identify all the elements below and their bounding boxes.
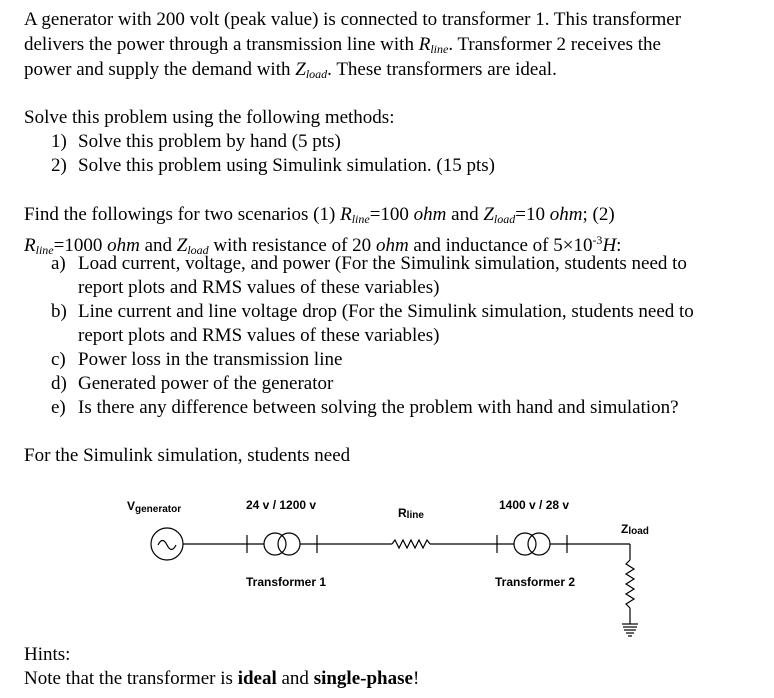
item-a-text-1: Load current, voltage, and power (For the Simulink simulation, students need to xyxy=(78,253,687,274)
rline-symbol: R xyxy=(418,34,431,55)
simulink-line: For the Simulink simulation, students need xyxy=(24,445,351,466)
hints-bold-ideal: ideal xyxy=(237,668,277,689)
find-rline-sub: line xyxy=(351,212,370,226)
hints-heading: Hints: xyxy=(24,644,71,665)
transformer-2-icon xyxy=(497,533,567,555)
zload-resistor-icon xyxy=(626,560,634,608)
item-a-num: a) xyxy=(51,253,66,274)
find-line-1 xyxy=(24,203,615,231)
find-line-2d: and inductance of 5×10 xyxy=(408,235,593,256)
find2-rline-sub: line xyxy=(35,243,54,257)
t2-ratio: 1400 v / 28 v xyxy=(499,498,570,512)
find-line-1a: Find the followings for two scenarios (1) xyxy=(24,204,341,225)
find-line-2a: =1000 xyxy=(53,235,108,256)
rline-subscript: line xyxy=(430,42,449,56)
zload-label: Zload xyxy=(621,522,649,537)
find-exponent: -3 xyxy=(592,233,603,247)
zload-subscript: load xyxy=(305,67,328,81)
find-line-1e: ; (2) xyxy=(582,204,615,225)
vgen-label: Vgenerator xyxy=(127,499,182,515)
find-line-1d: =10 xyxy=(515,204,550,225)
item-e-num: e) xyxy=(51,397,66,418)
find-ohm-1: ohm xyxy=(413,204,447,225)
zload-symbol: Z xyxy=(295,59,306,80)
item-e-text: Is there any difference between solving the problem with hand and simulation? xyxy=(78,397,679,418)
item-b-text-2: report plots and RMS values of these variables) xyxy=(78,325,440,346)
transformer-1-icon xyxy=(247,533,317,555)
find-line-1b: =100 xyxy=(369,204,414,225)
item-d-num: d) xyxy=(51,373,67,394)
intro-line-2a: delivers the power through a transmission line with xyxy=(24,34,419,55)
hints-line-b: and xyxy=(276,668,314,689)
t1-label: Transformer 1 xyxy=(246,575,327,589)
find-line-2e: : xyxy=(616,235,622,256)
t2-label: Transformer 2 xyxy=(495,575,576,589)
item-b-num: b) xyxy=(51,301,67,322)
methods-heading: Solve this problem using the following methods: xyxy=(24,107,395,128)
item-c-text: Power loss in the transmission line xyxy=(78,349,343,370)
find2-rline-symbol: R xyxy=(24,235,36,256)
method-1-num: 1) xyxy=(51,131,67,152)
ground-icon xyxy=(622,624,638,636)
hints-line xyxy=(24,667,419,691)
find-line-2c: with resistance of 20 xyxy=(208,235,376,256)
intro-line-1 xyxy=(24,8,681,32)
ac-source-icon xyxy=(151,528,183,560)
intro-line-3 xyxy=(24,58,557,86)
find2-zload-symbol: Z xyxy=(176,235,188,256)
method-2-text: Solve this problem using Simulink simulation. (15 pts) xyxy=(78,155,495,176)
sine-wave-icon xyxy=(158,541,176,550)
hints-line-c: ! xyxy=(412,668,420,689)
intro-line-3b: . These transformers are ideal. xyxy=(327,59,557,80)
find-unit-h: H xyxy=(602,235,617,256)
find2-zload-sub: load xyxy=(187,243,209,257)
item-d-text: Generated power of the generator xyxy=(78,373,334,394)
rline-label: Rline xyxy=(398,506,424,521)
method-1-text: Solve this problem by hand (5 pts) xyxy=(78,131,341,152)
hints-bold-single-phase: single-phase xyxy=(313,668,413,689)
intro-line-3a: power and supply the demand with xyxy=(24,59,296,80)
intro-line-2b: . Transformer 2 receives the xyxy=(448,34,661,55)
find-rline-symbol: R xyxy=(340,204,352,225)
find-zload-sub: load xyxy=(493,212,516,226)
hints-line-a: Note that the transformer is xyxy=(24,668,238,689)
item-c-num: c) xyxy=(51,349,66,370)
intro-line-1-text: A generator with 200 volt (peak value) is connected to transformer 1. This transformer xyxy=(24,9,682,30)
find-ohm-2: ohm xyxy=(549,204,583,225)
t1-ratio: 24 v / 1200 v xyxy=(246,498,317,512)
find-ohm-4: ohm xyxy=(375,235,409,256)
find-zload-symbol: Z xyxy=(483,204,494,225)
find-line-2b: and xyxy=(139,235,177,256)
find-ohm-3: ohm xyxy=(107,235,140,256)
intro-line-2 xyxy=(24,33,661,61)
item-a-text-2: report plots and RMS values of these variables) xyxy=(78,277,440,298)
find-line-1c: and xyxy=(446,204,484,225)
item-b-text-1: Line current and line voltage drop (For the Simulink simulation, students need to xyxy=(78,301,694,322)
rline-resistor-icon xyxy=(392,540,430,548)
method-2-num: 2) xyxy=(51,155,67,176)
